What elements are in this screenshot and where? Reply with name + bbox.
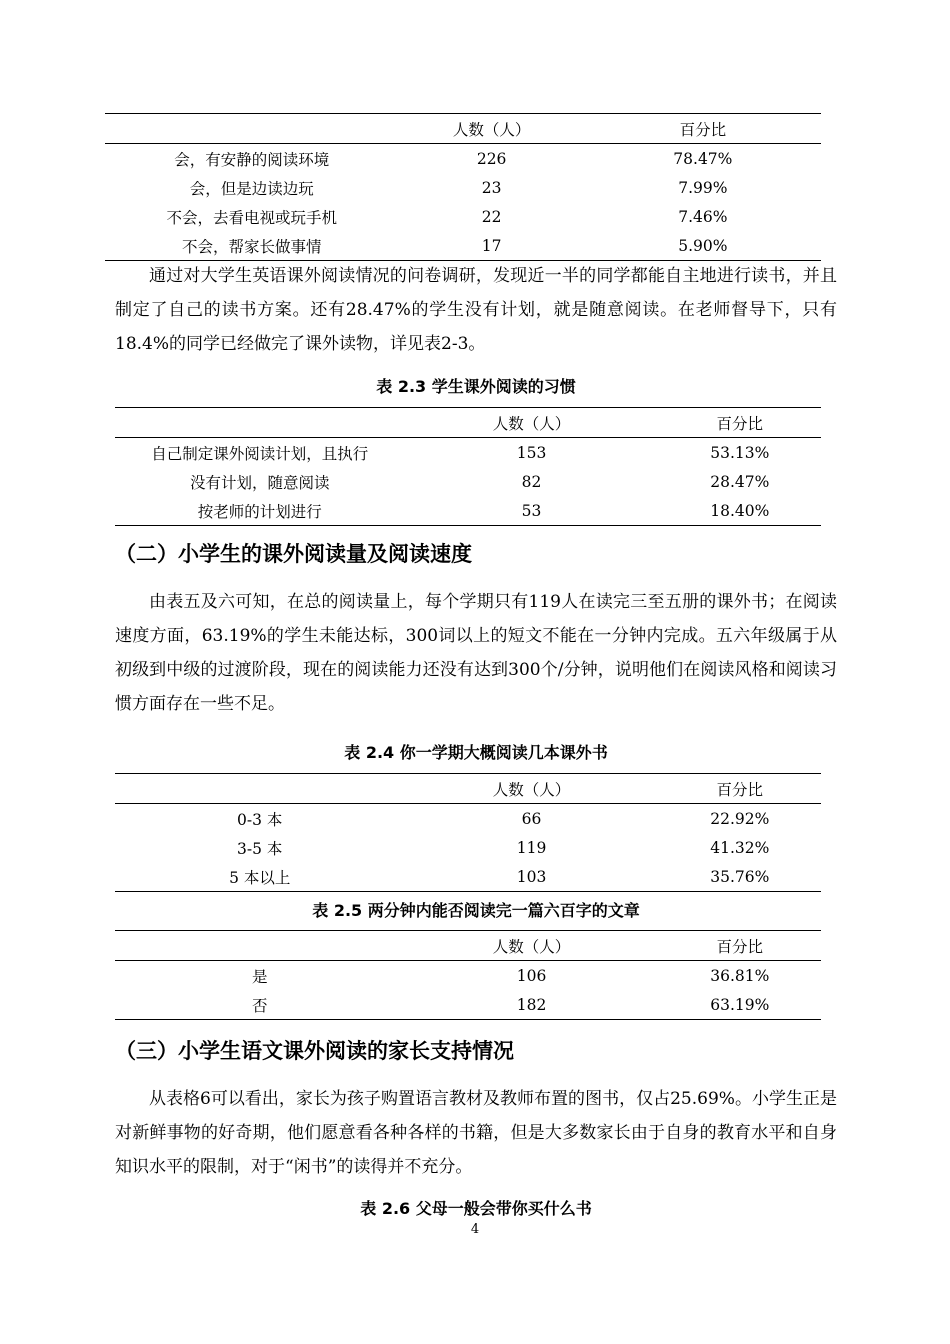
table-cell: 41.32% bbox=[710, 838, 770, 857]
table-2-2 bbox=[105, 113, 821, 261]
table-header-cell: 人数（人） bbox=[399, 114, 585, 144]
table-caption: 表 2.5 两分钟内能否阅读完一篇六百字的文章 bbox=[312, 901, 640, 920]
table-cell: 182 bbox=[516, 995, 547, 1014]
table-row bbox=[105, 144, 821, 174]
table-cell: 226 bbox=[476, 149, 507, 168]
table-cell: 自己制定课外阅读计划，且执行 bbox=[151, 444, 369, 463]
table-row bbox=[115, 862, 821, 892]
section-heading: （三）小学生语文课外阅读的家长支持情况 bbox=[115, 1039, 514, 1063]
table-header-cell: 百分比 bbox=[659, 931, 821, 961]
table-row bbox=[105, 173, 821, 202]
table-header-row bbox=[105, 114, 821, 144]
table-header-cell bbox=[115, 931, 404, 961]
table-row bbox=[115, 467, 821, 496]
table-row bbox=[105, 231, 821, 261]
table-cell: 35.76% bbox=[710, 867, 770, 886]
table-cell: 按老师的计划进行 bbox=[197, 502, 322, 521]
body-paragraph: 由表五及六可知，在总的阅读量上，每个学期只有119人在读完三至五册的课外书；在阅读速度方面，63.19%的学生未能达标，300词以上的短文不能在一分钟内完成。五六年级属于从初级到中级的过渡阶段，现在的阅读能力还没有达到300个/分钟，说明他们在阅读风格和阅读习惯方面存在一些不足。 bbox=[115, 592, 837, 714]
table-cell: 3-5 本 bbox=[237, 839, 283, 858]
table-header-row bbox=[115, 931, 821, 961]
table-cell: 82 bbox=[521, 472, 542, 491]
table-caption: 表 2.3 学生课外阅读的习惯 bbox=[376, 377, 576, 396]
table-cell: 53.13% bbox=[710, 443, 770, 462]
section-heading: （二）小学生的课外阅读量及阅读速度 bbox=[115, 542, 472, 566]
table-header-cell: 百分比 bbox=[659, 408, 821, 438]
table-row bbox=[115, 496, 821, 526]
table-cell: 153 bbox=[516, 443, 547, 462]
table-header-cell bbox=[115, 774, 404, 804]
table-cell: 会，有安静的阅读环境 bbox=[174, 150, 330, 169]
table-row bbox=[115, 833, 821, 862]
table-header-cell bbox=[115, 408, 404, 438]
table-cell: 5 本以上 bbox=[229, 868, 291, 887]
table-header-row bbox=[115, 774, 821, 804]
table-cell: 53 bbox=[521, 501, 542, 520]
table-row bbox=[105, 202, 821, 231]
table-cell: 是 bbox=[251, 967, 268, 986]
table-2-4 bbox=[115, 773, 821, 892]
table-2-3 bbox=[115, 407, 821, 526]
table-cell: 63.19% bbox=[710, 995, 770, 1014]
table-cell: 否 bbox=[251, 996, 268, 1015]
table-cell: 66 bbox=[521, 809, 542, 828]
table-row bbox=[115, 438, 821, 468]
table-row bbox=[115, 990, 821, 1020]
table-row bbox=[115, 804, 821, 834]
table-cell: 没有计划，随意阅读 bbox=[189, 473, 330, 492]
table-cell: 36.81% bbox=[710, 966, 770, 985]
table-cell: 5.90% bbox=[678, 236, 728, 255]
table-cell: 不会，去看电视或玩手机 bbox=[166, 208, 338, 227]
table-row bbox=[115, 961, 821, 991]
table-cell: 18.40% bbox=[710, 501, 770, 520]
table-caption: 表 2.6 父母一般会带你买什么书 bbox=[360, 1199, 592, 1218]
table-cell: 不会，帮家长做事情 bbox=[182, 237, 322, 256]
table-cell: 会，但是边读边玩 bbox=[189, 179, 314, 198]
table-cell: 7.99% bbox=[678, 178, 728, 197]
table-cell: 22 bbox=[481, 207, 502, 226]
table-cell: 78.47% bbox=[673, 149, 733, 168]
table-caption: 表 2.4 你一学期大概阅读几本课外书 bbox=[344, 743, 608, 762]
table-header-row bbox=[115, 408, 821, 438]
table-cell: 22.92% bbox=[710, 809, 770, 828]
table-cell: 7.46% bbox=[678, 207, 728, 226]
table-cell: 28.47% bbox=[710, 472, 770, 491]
table-header-cell: 百分比 bbox=[659, 774, 821, 804]
body-paragraph: 通过对大学生英语课外阅读情况的问卷调研，发现近一半的同学都能自主地进行读书，并且制定了自己的读书方案。还有28.47%的学生没有计划，就是随意阅读。在老师督导下，只有18.4%的同学已经做完了课外读物，详见表2-3。 bbox=[115, 266, 837, 354]
table-2-5 bbox=[115, 930, 821, 1020]
table-cell: 106 bbox=[516, 966, 547, 985]
table-cell: 0-3 本 bbox=[237, 810, 283, 829]
page-number: 4 bbox=[470, 1222, 480, 1237]
table-cell: 17 bbox=[481, 236, 502, 255]
table-cell: 103 bbox=[516, 867, 547, 886]
table-header-cell: 人数（人） bbox=[404, 931, 658, 961]
table-header-cell: 人数（人） bbox=[404, 774, 658, 804]
body-paragraph: 从表格6可以看出，家长为孩子购置语言教材及教师布置的图书，仅占25.69%。小学生正是对新鲜事物的好奇期，他们愿意看各种各样的书籍，但是大多数家长由于自身的教育水平和自身知识水平的限制，对于“闲书”的读得并不充分。 bbox=[115, 1089, 837, 1177]
table-header-cell bbox=[105, 114, 399, 144]
table-cell: 23 bbox=[481, 178, 502, 197]
table-cell: 119 bbox=[516, 838, 547, 857]
table-header-cell: 百分比 bbox=[585, 114, 821, 144]
table-header-cell: 人数（人） bbox=[404, 408, 658, 438]
